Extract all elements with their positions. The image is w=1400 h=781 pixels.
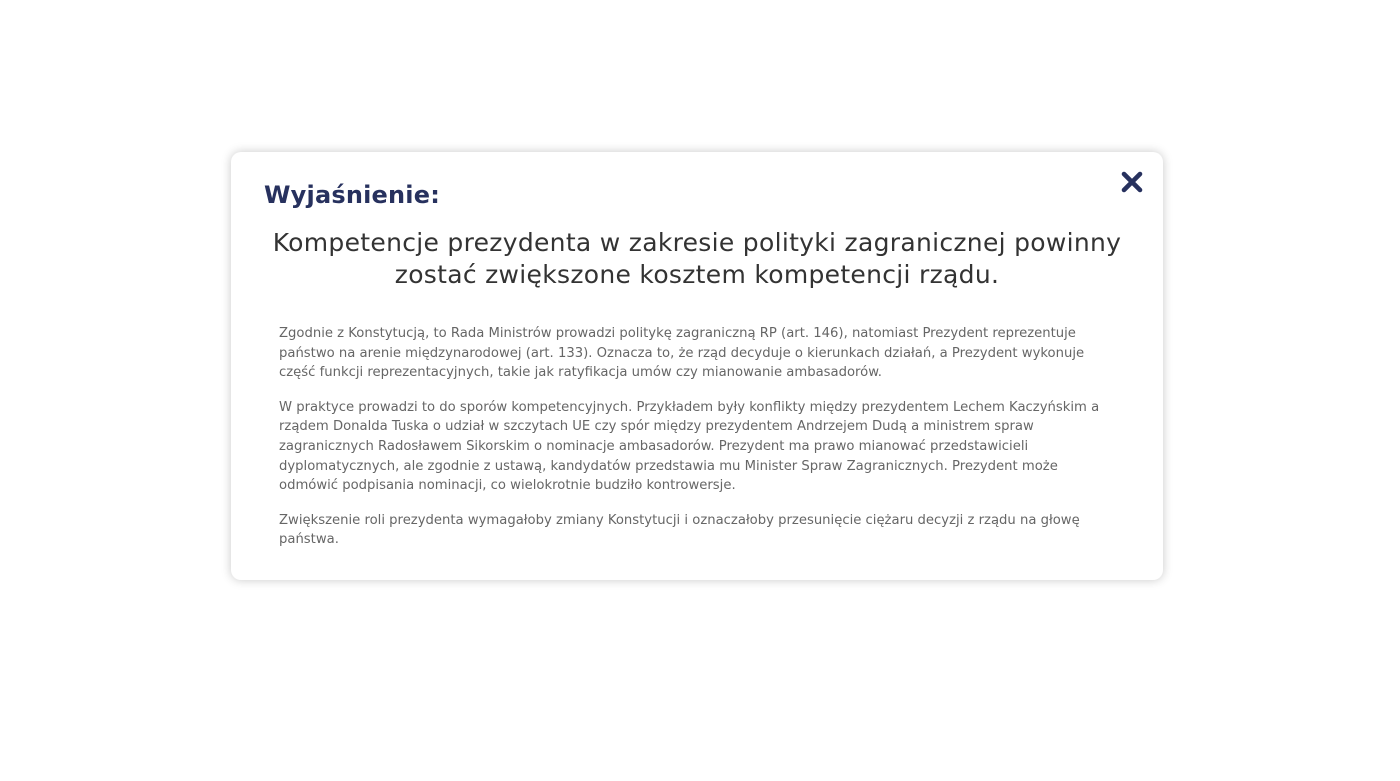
explanation-paragraph: W praktyce prowadzi to do sporów kompetencyjnych. Przykładem były konflikty między prezydentem Lechem Kaczyńskim a rządem Donalda Tuska o udział w szczytach UE czy spór między prezydentem Andrzejem Dudą a ministrem spraw zagranicznych Radosławem Sikorskim o nominacje ambasadorów. Prezydent ma prawo mianować przedstawicieli dyplomatycznych, ale zgodnie z ustawą, kandydatów przedstawia mu Minister Spraw Zagranicznych. Prezydent może odmówić podpisania nominacji, co wielokrotnie budziło kontrowersje. xyxy=(279,399,1100,494)
close-button[interactable] xyxy=(1119,169,1145,195)
explanation-paragraph: Zwiększenie roli prezydenta wymagałoby zmiany Konstytucji i oznaczałoby przesunięcie ciężaru decyzji z rządu na głowę państwa. xyxy=(279,512,1080,548)
close-icon xyxy=(1120,170,1144,194)
explanation-modal xyxy=(231,152,1163,580)
modal-title: Wyjaśnienie: xyxy=(264,181,441,209)
question-text: Kompetencje prezydenta w zakresie polityki zagranicznej powinny zostać zwiększone kosztem kompetencji rządu. xyxy=(272,228,1122,289)
explanation-paragraph: Zgodnie z Konstytucją, to Rada Ministrów prowadzi politykę zagraniczną RP (art. 146), natomiast Prezydent reprezentuje państwo na arenie międzynarodowej (art. 133). Oznacza to, że rząd decyduje o kierunkach działań, a Prezydent wykonuje część funkcji reprezentacyjnych, takie jak ratyfikacja umów czy mianowanie ambasadorów. xyxy=(279,326,1085,381)
explanation-body xyxy=(279,324,1115,565)
